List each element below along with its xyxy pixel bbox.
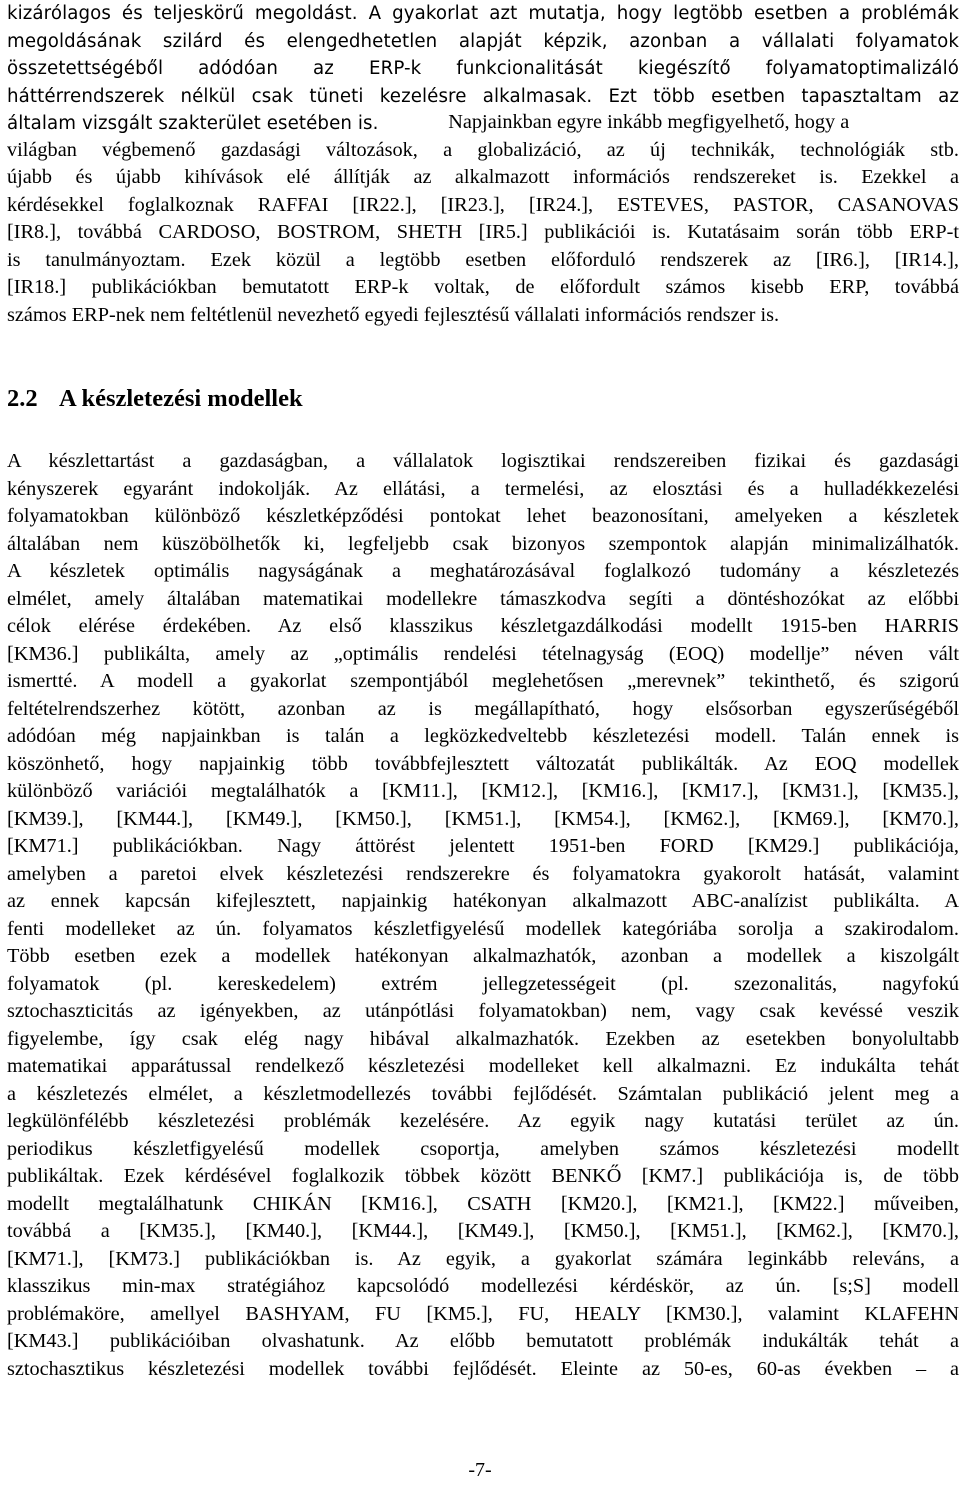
text-line: [KM71.], [KM73.] publikációkban is. Az egyik, a gyakorlat számára leginkább releváns, a [7,1247,959,1270]
text-line: Több esetben ezek a modellek hatékonyan alkalmazhatók, azonban a modellek a kiszolgált [7,945,959,967]
text-line: az ennek kapcsán kifejlesztett, napjainkig hatékonyan alkalmazott ABC-analízist publikálta. A [7,890,959,912]
text-line: [KM39.], [KM44.], [KM49.], [KM50.], [KM51.], [KM54.], [KM62.], [KM69.], [KM70.], [7,807,959,830]
text-segment: Napjainkban egyre inkább megfigyelhető, hogy a [448,111,850,133]
text-line: összetettségéből adódóan az ERP-k funkcionalitását kiegészítő folyamatoptimalizáló [7,58,959,79]
text-line: is tanulmányoztam. Ezek közül a legtöbb esetben előforduló rendszerek az [IR6.], [IR14.], [7,248,959,271]
page-number: -7- [468,1459,492,1481]
text-line: publikáltak. Ezek kérdésével foglalkozik többek között BENKŐ [KM7.] publikációja is, de több [7,1165,959,1187]
text-line: [KM71.] publikációkban. Nagy áttörést jelentett 1951-ben FORD [KM29.] publikációja, [7,835,959,857]
text-segment: háttérrendszerek nélkül csak tüneti kezelésre alkalmasak. [7,85,593,107]
text-segment: Ezekkel a [837,166,959,188]
text-line: megoldásának szilárd és elengedhetetlen alapját képzik, azonban a vállalati folyamatok [7,30,959,52]
text-line: célok elérése érdekében. Az első klasszikus készletgazdálkodási modellt 1915-ben HARRIS [7,615,959,637]
text-line: fenti modelleket az ún. folyamatos készletfigyelésű modellek kategóriába sorolja a szakirodalom. [7,917,959,940]
paragraph-erp-body [7,109,959,329]
text-line: periodikus készletfigyelésű modellek csoportja, amelyben számos készletezési modellt [7,1137,959,1160]
section-title: A készletezési modellek [59,385,303,412]
text-line [7,109,850,137]
text-line: köszönhető, hogy napjainkig több továbbfejlesztett változatát publikálták. Az EOQ modellek [7,752,959,775]
text-line: klasszikus min-max stratégiához kapcsolódó modellezési kérdéskör, az ún. [s;S] modell [7,1275,959,1297]
text-line [7,83,959,111]
text-line: folyamatok (pl. kereskedelem) extrém jellegzetességeit (pl. szezonalitás, nagyfokú [7,972,959,995]
text-line: ismertté. A modell a gyakorlat szempontjából meglehetősen „merevnek” tekinthető, és szigorú [7,670,959,692]
text-line: figyelembe, így csak elég nagy hibával alkalmazhatók. Ezekben az esetekben bonyolultabb [7,1027,959,1050]
text-line: sztochaszticitás az igényekben, az utánpótlási folyamatokban) nem, vagy csak kevéssé veszik [7,1000,959,1022]
text-line: problémaköre, amellyel BASHYAM, FU [KM5.], FU, HEALY [KM30.], valamint KLAFEHN [7,1302,959,1325]
text-line: feltételrendszerhez kötött, azonban az is megállapítható, hogy elsősorban egyszerűségéből [7,697,959,720]
text-line: [KM43.] publikációiban olvashatunk. Az előbb bemutatott problémák indukálták tehát a [7,1330,959,1352]
paragraph-inventory-models [7,448,959,1383]
text-line: sztochasztikus készletezési modellek további fejlődését. Eleinte az 50-es, 60-as években – a [7,1357,959,1380]
text-line: világban végbemenő gazdasági változások, a globalizáció, az új technikák, technológiák stb. [7,138,959,161]
text-line: matematikai apparátussal rendelkező készletezési modelleket kell alkalmazni. Ez indukálta tehát [7,1055,959,1077]
text-line: általában nem küszöbölhetők ki, legfeljebb csak bizonyos szempontok alapján minimalizálhatók. [7,532,959,555]
text-line: amelyben a paretoi elvek készletezési rendszerekre és folyamatokra gyakorolt hatását, valamint [7,862,959,885]
text-line: folyamatokban különböző készletképződési pontokat lehet beazonosítani, amelyeken a készletek [7,505,959,527]
text-line: [KM36.] publikálta, amely az „optimális rendelési tételnagyság (EOQ) modellje” néven vált [7,642,959,665]
text-line: [IR18.] publikációkban bemutatott ERP-k voltak, de előfordult számos kisebb ERP, továbbá [7,276,959,298]
text-line: a készletezés elmélet, a készletmodellezés további fejlődését. Számtalan publikáció jelent meg a [7,1082,959,1105]
text-line: különböző variációi megtalálhatók a [KM11.], [KM12.], [KM16.], [KM17.], [KM31.], [KM35.], [7,780,959,802]
text-segment: általam vizsgált szakterület esetében is. [7,113,379,134]
text-line: A készletek optimális nagyságának a meghatározásával foglalkozó tudomány a készletezés [7,560,959,582]
text-line: A készlettartást a gazdaságban, a vállalatok logisztikai rendszereiben fizikai és gazdasági [7,450,959,472]
text-line: kényszerek egyaránt indokolják. Az ellátási, a termelési, az elosztási és a hulladékkezelési [7,477,959,500]
text-segment: újabb és újabb kihívások elé állítják az alkalmazott információs rendszereket is. [7,166,838,188]
text-line: adódóan még napjainkban is talán a legközkedveltebb készletezési modell. Talán ennek is [7,725,959,747]
text-line [7,164,959,192]
text-segment: Ezt több esetben tapasztaltam az [592,85,959,107]
text-line: legkülönfélébb készletezési problémák kezelésére. Az egyik nagy kutatási terület az ún. [7,1110,959,1132]
text-line: számos ERP-nek nem feltétlenül nevezhető egyedi fejlesztésű vállalati információs rendszer is. [7,303,780,326]
text-line: elmélet, amely általában matematikai modellekre támaszkodva segíti a döntéshozókat az előbbi [7,587,959,610]
text-line: modellt megtalálhatunk CHIKÁN [KM16.], CSATH [KM20.], [KM21.], [KM22.] műveiben, [7,1192,959,1215]
text-line: továbbá a [KM35.], [KM40.], [KM44.], [KM49.], [KM50.], [KM51.], [KM62.], [KM70.], [7,1220,959,1242]
text-line: kérdésekkel foglalkoznak RAFFAI [IR22.], [IR23.], [IR24.], ESTEVES, PASTOR, CASANOVAS [7,193,959,216]
text-line: kizárólagos és teljeskörű megoldást. A gyakorlat azt mutatja, hogy legtöbb esetben a problémák [7,3,959,24]
section-number: 2.2 [7,385,38,412]
text-line: [IR8.], továbbá CARDOSO, BOSTROM, SHETH [IR5.] publikációi is. Kutatásaim során több ERP-t [7,221,959,243]
section-heading [7,385,303,413]
